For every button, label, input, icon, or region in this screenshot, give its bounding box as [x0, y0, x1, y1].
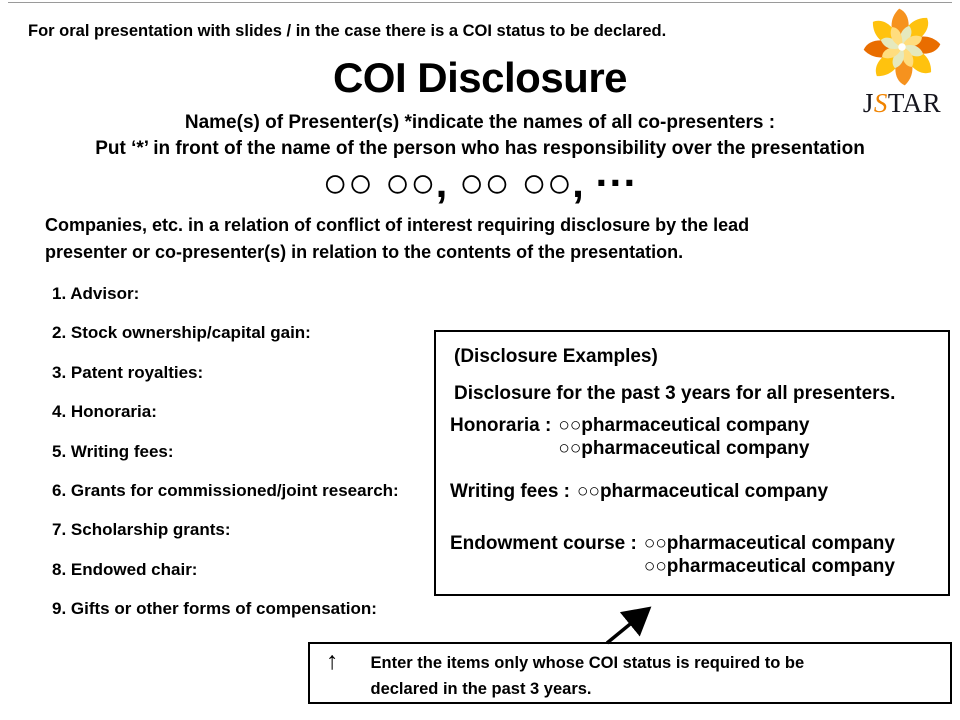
- coi-item-scholarship: 7. Scholarship grants:: [52, 520, 231, 540]
- presenter-instruction-1: Name(s) of Presenter(s) *indicate the names of all co-presenters :: [184, 112, 776, 133]
- page-title: COI Disclosure: [332, 54, 628, 101]
- bottom-note-text: [371, 644, 805, 702]
- coi-item-grants: 6. Grants for commissioned/joint research:: [52, 480, 399, 500]
- logo-wordmark: JSTAR: [862, 88, 942, 118]
- presenter-instruction-2: Put ‘*’ in front of the name of the person who has responsibility over the presentation: [95, 138, 865, 159]
- coi-item-honoraria: 4. Honoraria:: [52, 402, 157, 422]
- intro-paragraph: [45, 212, 905, 266]
- company-line: ○○pharmaceutical company: [558, 415, 810, 436]
- intro-line-1: Companies, etc. in a relation of conflict of interest requiring disclosure by the lead: [45, 215, 750, 235]
- entry-companies: [577, 480, 828, 503]
- company-line: ○○pharmaceutical company: [643, 556, 895, 577]
- coi-item-advisor: 1. Advisor:: [52, 284, 140, 303]
- entry-label: Honoraria :: [450, 415, 552, 436]
- bottom-note-line-2: declared in the past 3 years.: [370, 680, 592, 698]
- coi-item-list: [52, 274, 452, 629]
- coi-item-stock: 2. Stock ownership/capital gain:: [52, 323, 311, 343]
- disclosure-examples-box: [434, 330, 950, 596]
- bottom-note-line-1: Enter the items only whose COI status is required to be: [370, 654, 805, 672]
- example-entry-honoraria: [450, 414, 942, 460]
- coi-item-writing-fees: 5. Writing fees:: [52, 441, 174, 461]
- company-line: ○○pharmaceutical company: [643, 533, 895, 554]
- entry-label: Endowment course :: [450, 533, 637, 554]
- company-line: ○○pharmaceutical company: [577, 481, 829, 502]
- entry-label: Writing fees :: [450, 481, 570, 502]
- company-line: ○○pharmaceutical company: [558, 438, 810, 459]
- bottom-note-box: [308, 642, 952, 704]
- up-arrow-icon: ↑: [326, 647, 339, 675]
- examples-subheading: Disclosure for the past 3 years for all presenters.: [454, 383, 896, 404]
- entry-companies: [558, 414, 809, 460]
- examples-heading: (Disclosure Examples): [454, 346, 658, 367]
- slide-edge-line: [8, 2, 952, 3]
- intro-line-2: presenter or co-presenter(s) in relation to the contents of the presentation.: [45, 242, 684, 262]
- presenter-names-placeholder: ○○ ○○, ○○ ○○, ···: [322, 159, 638, 206]
- example-entry-writing-fees: [450, 480, 942, 503]
- coi-item-gifts: 9. Gifts or other forms of compensation:: [52, 599, 377, 619]
- coi-item-endowed-chair: 8. Endowed chair:: [52, 559, 198, 579]
- example-entry-endowment-course: [450, 532, 942, 578]
- coi-item-patent: 3. Patent royalties:: [52, 362, 204, 382]
- slide-top-note: For oral presentation with slides / in the case there is a COI status to be declared.: [28, 22, 667, 40]
- entry-companies: [644, 532, 895, 578]
